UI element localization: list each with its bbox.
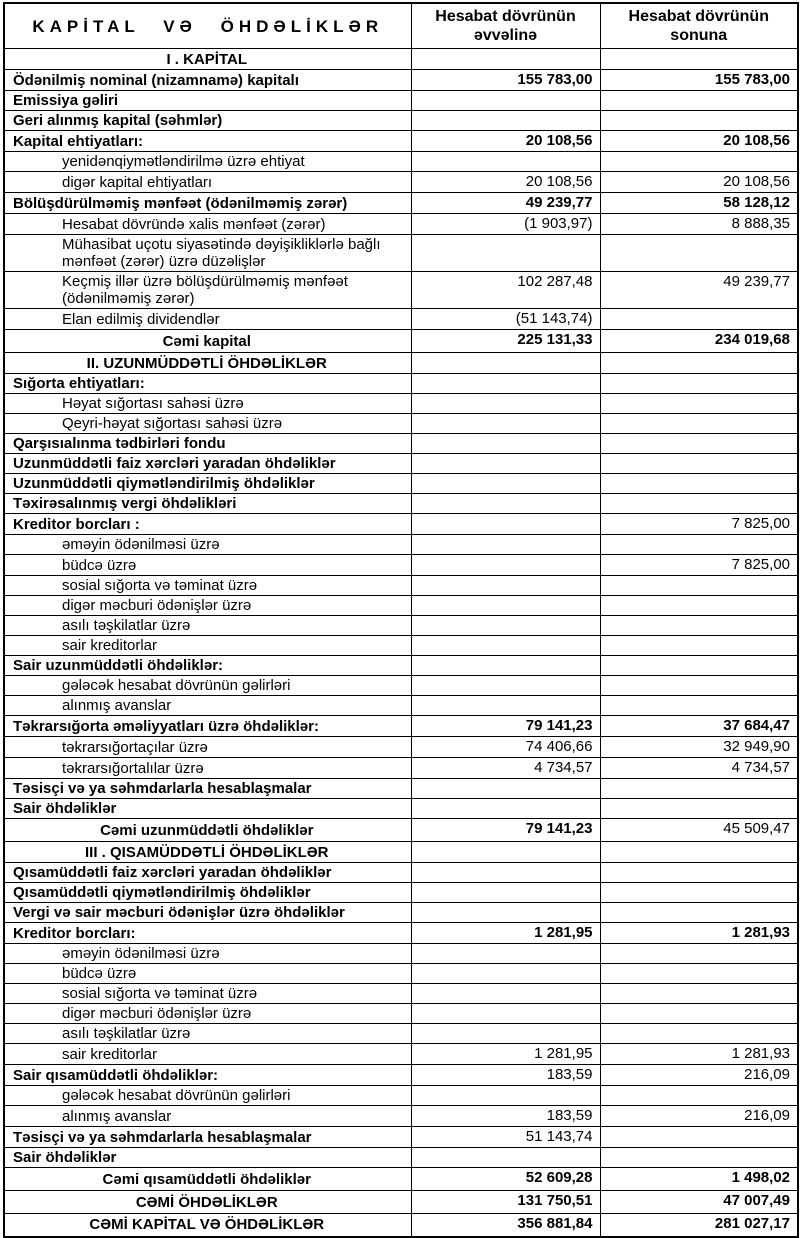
value-period-end [600, 394, 798, 414]
value-period-end: 4 734,57 [600, 758, 798, 779]
value-period-end [600, 656, 798, 676]
table-row [4, 676, 798, 696]
value-period-start: 102 287,48 [411, 272, 600, 309]
row-label: Qısamüddətli qiymətləndirilmiş öhdəliklər [4, 883, 411, 903]
value-period-end [600, 111, 798, 131]
row-label: əməyin ödənilməsi üzrə [4, 944, 411, 964]
row-label: sair kreditorlar [4, 1044, 411, 1065]
value-period-start: (51 143,74) [411, 309, 600, 330]
table-row [4, 555, 798, 576]
value-period-end: 47 007,49 [600, 1191, 798, 1214]
table-row [4, 111, 798, 131]
value-period-start [411, 353, 600, 374]
table-row [4, 49, 798, 70]
value-period-start [411, 91, 600, 111]
value-period-start [411, 235, 600, 272]
value-period-end [600, 1024, 798, 1044]
value-period-end [600, 984, 798, 1004]
table-row [4, 616, 798, 636]
row-label: alınmış avanslar [4, 1106, 411, 1127]
row-label: büdcə üzrə [4, 964, 411, 984]
value-period-end [600, 1004, 798, 1024]
value-period-start: (1 903,97) [411, 214, 600, 235]
value-period-start: 79 141,23 [411, 716, 600, 737]
value-period-start: 20 108,56 [411, 131, 600, 152]
row-label: Vergi və sair məcburi ödənişlər üzrə öhdəliklər [4, 903, 411, 923]
table-row [4, 596, 798, 616]
table-row [4, 923, 798, 944]
table-row [4, 514, 798, 535]
value-period-end [600, 353, 798, 374]
value-period-start: 155 783,00 [411, 70, 600, 91]
value-period-end [600, 1127, 798, 1148]
value-period-start [411, 779, 600, 799]
value-period-start [411, 434, 600, 454]
value-period-end: 1 498,02 [600, 1168, 798, 1191]
table-row [4, 576, 798, 596]
table-row [4, 172, 798, 193]
value-period-end [600, 535, 798, 555]
row-label: digər kapital ehtiyatları [4, 172, 411, 193]
value-period-start [411, 1024, 600, 1044]
value-period-start [411, 374, 600, 394]
table-row [4, 819, 798, 842]
row-label: I . KAPİTAL [4, 49, 411, 70]
table-row [4, 863, 798, 883]
table-row [4, 1044, 798, 1065]
value-period-start: 74 406,66 [411, 737, 600, 758]
table-row [4, 91, 798, 111]
row-label: əməyin ödənilməsi üzrə [4, 535, 411, 555]
value-period-start [411, 514, 600, 535]
value-period-start: 49 239,77 [411, 193, 600, 214]
row-label: Hesabat dövründə xalis mənfəət (zərər) [4, 214, 411, 235]
row-label: CƏMİ ÖHDƏLİKLƏR [4, 1191, 411, 1214]
table-row [4, 474, 798, 494]
table-row [4, 272, 798, 309]
value-period-end [600, 903, 798, 923]
value-period-end [600, 964, 798, 984]
value-period-start [411, 111, 600, 131]
table-row [4, 1127, 798, 1148]
row-label: Sair öhdəliklər [4, 799, 411, 819]
table-row [4, 152, 798, 172]
row-label: Cəmi qısamüddətli öhdəliklər [4, 1168, 411, 1191]
row-label: Cəmi uzunmüddətli öhdəliklər [4, 819, 411, 842]
table-row [4, 696, 798, 716]
table-row [4, 1065, 798, 1086]
row-label: III . QISAMÜDDƏTLİ ÖHDƏLİKLƏR [4, 842, 411, 863]
value-period-end [600, 474, 798, 494]
value-period-start [411, 944, 600, 964]
row-label: gələcək hesabat dövrünün gəlirləri [4, 1086, 411, 1106]
row-label: Sair qısamüddətli öhdəliklər: [4, 1065, 411, 1086]
value-period-end [600, 152, 798, 172]
value-period-start: 20 108,56 [411, 172, 600, 193]
row-label: Sair öhdəliklər [4, 1148, 411, 1168]
value-period-end: 1 281,93 [600, 923, 798, 944]
row-label: təkrarsığortaçılar üzrə [4, 737, 411, 758]
value-period-end [600, 414, 798, 434]
value-period-end: 49 239,77 [600, 272, 798, 309]
value-period-start [411, 555, 600, 576]
value-period-end [600, 576, 798, 596]
value-period-start [411, 454, 600, 474]
value-period-start [411, 656, 600, 676]
value-period-end [600, 944, 798, 964]
row-label: Sair uzunmüddətli öhdəliklər: [4, 656, 411, 676]
column-header-period-start: Hesabat dövrünün əvvəlinə [411, 3, 600, 49]
value-period-start [411, 394, 600, 414]
value-period-end: 1 281,93 [600, 1044, 798, 1065]
value-period-end [600, 235, 798, 272]
value-period-end [600, 883, 798, 903]
value-period-start [411, 1148, 600, 1168]
value-period-end [600, 91, 798, 111]
value-period-end [600, 842, 798, 863]
table-row [4, 716, 798, 737]
table-row [4, 131, 798, 152]
table-row [4, 903, 798, 923]
table-row [4, 330, 798, 353]
value-period-start [411, 964, 600, 984]
value-period-end: 45 509,47 [600, 819, 798, 842]
value-period-end [600, 799, 798, 819]
row-label: Kapital ehtiyatları: [4, 131, 411, 152]
value-period-start: 1 281,95 [411, 923, 600, 944]
table-row [4, 374, 798, 394]
value-period-end [600, 596, 798, 616]
table-row [4, 434, 798, 454]
table-row [4, 1024, 798, 1044]
value-period-start [411, 414, 600, 434]
row-label: Sığorta ehtiyatları: [4, 374, 411, 394]
row-label: Geri alınmış kapital (səhmlər) [4, 111, 411, 131]
value-period-end: 20 108,56 [600, 172, 798, 193]
balance-table [3, 2, 799, 1238]
row-label: gələcək hesabat dövrünün gəlirləri [4, 676, 411, 696]
value-period-end: 7 825,00 [600, 514, 798, 535]
row-label: sosial sığorta və təminat üzrə [4, 576, 411, 596]
row-label: Mühasibat uçotu siyasətində dəyişikliklərlə bağlı mənfəət (zərər) üzrə düzəlişlər [4, 235, 411, 272]
value-period-start [411, 984, 600, 1004]
row-label: sosial sığorta və təminat üzrə [4, 984, 411, 1004]
value-period-end: 32 949,90 [600, 737, 798, 758]
table-row [4, 799, 798, 819]
table-row [4, 235, 798, 272]
table-row [4, 779, 798, 799]
value-period-start: 51 143,74 [411, 1127, 600, 1148]
balance-table-body [4, 49, 798, 1237]
page-title: KAPİTAL VƏ ÖHDƏLİKLƏR [4, 3, 411, 49]
table-row [4, 636, 798, 656]
row-label: Qeyri-həyat sığortası sahəsi üzrə [4, 414, 411, 434]
table-row [4, 70, 798, 91]
value-period-end: 37 684,47 [600, 716, 798, 737]
value-period-start: 225 131,33 [411, 330, 600, 353]
value-period-end [600, 636, 798, 656]
table-row [4, 394, 798, 414]
value-period-start [411, 842, 600, 863]
value-period-end [600, 434, 798, 454]
table-row [4, 353, 798, 374]
value-period-end: 216,09 [600, 1065, 798, 1086]
row-label: Ödənilmiş nominal (nizamnamə) kapitalı [4, 70, 411, 91]
table-row [4, 984, 798, 1004]
value-period-start [411, 676, 600, 696]
row-label: asılı təşkilatlar üzrə [4, 1024, 411, 1044]
value-period-start [411, 152, 600, 172]
row-label: Təxirəsalınmış vergi öhdəlikləri [4, 494, 411, 514]
value-period-start: 79 141,23 [411, 819, 600, 842]
value-period-end: 216,09 [600, 1106, 798, 1127]
value-period-start [411, 903, 600, 923]
value-period-end: 281 027,17 [600, 1214, 798, 1237]
table-row [4, 454, 798, 474]
row-label: Bölüşdürülməmiş mənfəət (ödənilməmiş zərər) [4, 193, 411, 214]
value-period-end: 8 888,35 [600, 214, 798, 235]
column-header-period-end: Hesabat dövrünün sonuna [600, 3, 798, 49]
value-period-start [411, 535, 600, 555]
table-row [4, 1191, 798, 1214]
row-label: Keçmiş illər üzrə bölüşdürülməmiş mənfəət (ödənilməmiş zərər) [4, 272, 411, 309]
row-label: CƏMİ KAPİTAL VƏ ÖHDƏLİKLƏR [4, 1214, 411, 1237]
row-label: Kreditor borcları : [4, 514, 411, 535]
row-label: Həyat sığortası sahəsi üzrə [4, 394, 411, 414]
value-period-end [600, 1086, 798, 1106]
value-period-end [600, 616, 798, 636]
value-period-start [411, 696, 600, 716]
table-header-row [4, 3, 798, 49]
row-label: Təsisçi və ya səhmdarlarla hesablaşmalar [4, 779, 411, 799]
value-period-end: 155 783,00 [600, 70, 798, 91]
value-period-start [411, 636, 600, 656]
row-label: Qısamüddətli faiz xərcləri yaradan öhdəliklər [4, 863, 411, 883]
table-row [4, 1086, 798, 1106]
row-label: sair kreditorlar [4, 636, 411, 656]
value-period-end [600, 863, 798, 883]
value-period-end [600, 49, 798, 70]
value-period-end [600, 779, 798, 799]
table-row [4, 944, 798, 964]
table-row [4, 1148, 798, 1168]
value-period-end [600, 696, 798, 716]
value-period-start [411, 494, 600, 514]
table-row [4, 656, 798, 676]
table-row [4, 1168, 798, 1191]
row-label: Kreditor borcları: [4, 923, 411, 944]
row-label: Təsisçi və ya səhmdarlarla hesablaşmalar [4, 1127, 411, 1148]
table-row [4, 883, 798, 903]
table-row [4, 842, 798, 863]
value-period-start [411, 576, 600, 596]
value-period-start: 1 281,95 [411, 1044, 600, 1065]
table-row [4, 535, 798, 555]
value-period-start [411, 616, 600, 636]
table-row [4, 758, 798, 779]
row-label: Emissiya gəliri [4, 91, 411, 111]
value-period-start [411, 596, 600, 616]
row-label: Elan edilmiş dividendlər [4, 309, 411, 330]
value-period-start [411, 1004, 600, 1024]
row-label: digər məcburi ödənişlər üzrə [4, 1004, 411, 1024]
row-label: asılı təşkilatlar üzrə [4, 616, 411, 636]
value-period-end [600, 676, 798, 696]
value-period-start: 183,59 [411, 1065, 600, 1086]
value-period-start: 52 609,28 [411, 1168, 600, 1191]
table-row [4, 1004, 798, 1024]
table-row [4, 309, 798, 330]
table-row [4, 1106, 798, 1127]
row-label: yenidənqiymətləndirilmə üzrə ehtiyat [4, 152, 411, 172]
value-period-end: 20 108,56 [600, 131, 798, 152]
value-period-start [411, 883, 600, 903]
row-label: büdcə üzrə [4, 555, 411, 576]
value-period-start: 183,59 [411, 1106, 600, 1127]
value-period-start [411, 799, 600, 819]
value-period-start [411, 49, 600, 70]
value-period-start: 356 881,84 [411, 1214, 600, 1237]
table-row [4, 494, 798, 514]
table-row [4, 737, 798, 758]
row-label: təkrarsığortalılar üzrə [4, 758, 411, 779]
value-period-start [411, 863, 600, 883]
row-label: Təkrarsığorta əməliyyatları üzrə öhdəliklər: [4, 716, 411, 737]
value-period-end: 58 128,12 [600, 193, 798, 214]
table-row [4, 214, 798, 235]
table-row [4, 193, 798, 214]
value-period-end [600, 1148, 798, 1168]
value-period-end: 7 825,00 [600, 555, 798, 576]
value-period-end: 234 019,68 [600, 330, 798, 353]
row-label: Qarşısıalınma tədbirləri fondu [4, 434, 411, 454]
row-label: digər məcburi ödənişlər üzrə [4, 596, 411, 616]
table-row [4, 964, 798, 984]
row-label: II. UZUNMÜDDƏTLİ ÖHDƏLİKLƏR [4, 353, 411, 374]
value-period-end [600, 309, 798, 330]
value-period-end [600, 454, 798, 474]
table-row [4, 1214, 798, 1237]
table-row [4, 414, 798, 434]
row-label: Cəmi kapital [4, 330, 411, 353]
value-period-end [600, 374, 798, 394]
row-label: Uzunmüddətli qiymətləndirilmiş öhdəliklər [4, 474, 411, 494]
row-label: alınmış avanslar [4, 696, 411, 716]
value-period-end [600, 494, 798, 514]
value-period-start [411, 1086, 600, 1106]
row-label: Uzunmüddətli faiz xərcləri yaradan öhdəliklər [4, 454, 411, 474]
value-period-start [411, 474, 600, 494]
value-period-start: 131 750,51 [411, 1191, 600, 1214]
value-period-start: 4 734,57 [411, 758, 600, 779]
